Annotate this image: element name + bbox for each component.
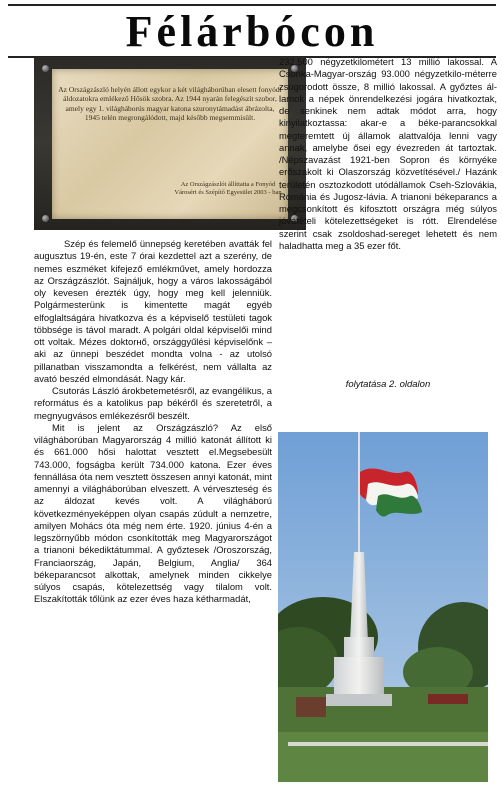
plaque-bolt-icon bbox=[42, 215, 49, 222]
plaque-bolt-icon bbox=[42, 65, 49, 72]
flower-bed bbox=[296, 697, 326, 717]
masthead bbox=[8, 4, 496, 58]
article-column-left bbox=[34, 238, 272, 606]
lawn bbox=[278, 732, 488, 782]
plaque-footer-inscription: Az Országzászlót állíttatta a Fonyód Városért és Szépítő Egyesület 2003 - ban bbox=[174, 181, 282, 197]
continued-note: folytatása 2. oldalon bbox=[345, 379, 431, 390]
flagpole-photo bbox=[278, 432, 488, 782]
monument-base bbox=[334, 657, 384, 697]
plaque-inscription: Az Országzászló helyén állott egykor a két világháborúban elesett fonyódi áldozatokra emlékező Hősök szobra. Az 1944 nyarán felegészít szobor, amely egy 1. világháborús magyar katona szuronytámadást ábrázolta, 1945 telén megrongálódott, majd később megsemmisült. bbox=[58, 85, 282, 123]
monument-pedestal bbox=[344, 637, 374, 657]
article-paragraph: 232.500 négyzetkilométert 13 millió lakossal. A Csonka-Magyar-ország 93.000 négyzetkilo-méterre zsugorodott össze, 8 millió lakossal. A győztes ál-lamok a népek önrendelkezési jogára hivatkoztak, de senkinek nem adtak módot arra, hogy kinyilatkoztassa: akar-e a béke-parancsokkal megteremtett új államok alattvalója lenni vagy annak, amelybe ősei egy évezreden át tartoztak. /Népszavazást 1921-ben Sopron és környéke erőszakolt ki Olaszország közvetítésével./ Hazánk területén osztozkodott utódállamok Cseh-Szlovákia, Románia és Jugosz-lávia. A trianoni békeparancs a megcsonkított és kifosztott országra még súlyos jóvátételi kötelezettségeket is rótt. Elrendelése szerint csak zsoldoshad-sereget lehetett és nem haladhatta meg a 35 ezer főt. bbox=[279, 56, 497, 251]
article-paragraph: Csutorás László árokbetemetésről, az evangélikus, a református és a katolikus pap békéről és szeretetről, a megnyugvásos emlékezésről beszélt. bbox=[34, 385, 272, 421]
article-column-right bbox=[279, 56, 497, 252]
memorial-plaque-photo bbox=[34, 57, 306, 230]
page-title: Félárbócon bbox=[125, 6, 379, 56]
article-paragraph: Szép és felemelő ünnepség keretében avatták fel augusztus 19-én, este 7 órai kezdettel azt a szerény, de nemes eszméket kifejező emlékművet, amely hordozza az Országzászlót. Sajnáljuk, hogy a város lakosságából oly kevesen érezték úgy, hogy meg kell jelenniük. Polgármesterünk is kimentette magát egyéb elfoglaltságára hivatkozva és a képviselő testületi tagok többsége is távol maradt. A polgári oldal képviselői mind ott voltak. Mézes doktorнő, országgyűlési képviselőnk – aki az ünnepi beszédet mondta volna - az utolsó pillanatban visszamondta a felkérést, nem vállalta az avató beszéd elmondását. Nagy kár. bbox=[34, 238, 272, 384]
path bbox=[288, 742, 488, 746]
monument-plinth bbox=[326, 694, 392, 706]
article-paragraph: Mit is jelent az Országzászló? Az első világháborúban Magyarország 4 millió katonát állított ki és 661.000 hősi halottat vesztett el.Megsebesült 743.000, fogságba került 734.000 katona. Ezer éves fennállása óta nem vesztett összesen annyi katonát, mint amennyi a világháborúban elveszett. A vérveszteség és az áldozat kevés volt. A világháború következményeképpen olyan csapás zúdult a nemzetre, amilyen Mohács óta még nem érte. 1920. június 4-én a legszörnyűbb módon csonkították meg Magyarországot a trianoni békediktátummal. A győztesek /Oroszország, Franciaország, Japán, Belgium, Anglia/ 364 békeparancsot alkottak, amelynek minden cikkelye súlyos csapás, kötelezettség vagy tilalom volt. Elszakították tőlünk az ezer éves haza kétharmadát, bbox=[34, 421, 272, 605]
flagpole-photo-illustration bbox=[278, 432, 488, 782]
plaque-face bbox=[52, 69, 288, 219]
parked-car bbox=[428, 694, 468, 704]
